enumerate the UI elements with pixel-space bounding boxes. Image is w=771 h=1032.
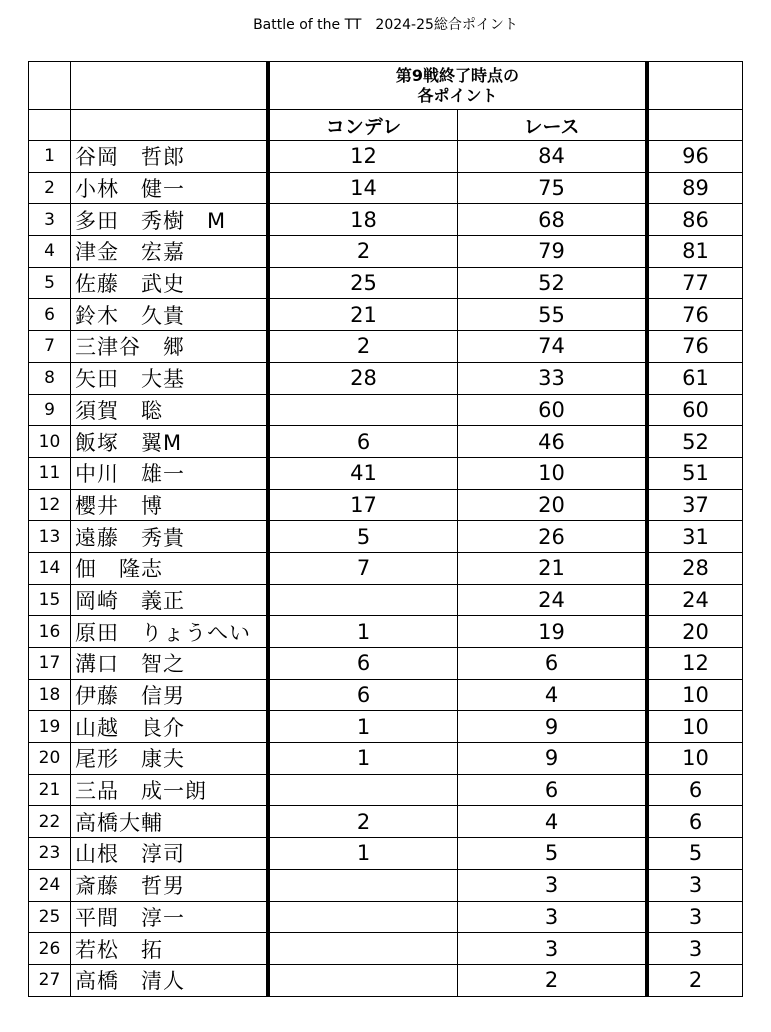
name-cell: 原田 りょうへい [71, 616, 269, 648]
rank-cell: 8 [29, 362, 71, 394]
race-points-cell: 4 [458, 679, 648, 711]
rank-cell: 18 [29, 679, 71, 711]
contest-points-cell: 1 [268, 743, 458, 775]
table-row [29, 869, 743, 901]
table-row [29, 457, 743, 489]
race-points-cell: 9 [458, 711, 648, 743]
name-cell: 平間 淳一 [71, 901, 269, 933]
table-row [29, 362, 743, 394]
rank-cell: 23 [29, 838, 71, 870]
table-row [29, 711, 743, 743]
name-cell: 津金 宏嘉 [71, 236, 269, 268]
contest-points-cell: 1 [268, 616, 458, 648]
header-total-cell [647, 62, 743, 110]
name-cell: 矢田 大基 [71, 362, 269, 394]
rank-cell: 22 [29, 806, 71, 838]
race-points-cell: 3 [458, 869, 648, 901]
table-row [29, 426, 743, 458]
name-cell: 飯塚 翼M [71, 426, 269, 458]
total-points-cell: 89 [647, 172, 743, 204]
header-row-columns [29, 110, 743, 141]
race-points-cell: 3 [458, 901, 648, 933]
rank-cell: 1 [29, 141, 71, 173]
race-points-cell: 6 [458, 648, 648, 680]
contest-points-cell: 41 [268, 457, 458, 489]
race-points-cell: 10 [458, 457, 648, 489]
name-cell: 山越 良介 [71, 711, 269, 743]
total-points-cell: 31 [647, 521, 743, 553]
table-row [29, 267, 743, 299]
total-points-cell: 3 [647, 933, 743, 965]
race-points-cell: 9 [458, 743, 648, 775]
rank-cell: 12 [29, 489, 71, 521]
rank-cell: 13 [29, 521, 71, 553]
contest-points-cell: 18 [268, 204, 458, 236]
header-contest-cell: コンデレ [268, 110, 458, 141]
name-cell: 遠藤 秀貴 [71, 521, 269, 553]
table-row [29, 806, 743, 838]
rank-cell: 2 [29, 172, 71, 204]
contest-points-cell: 2 [268, 806, 458, 838]
table-row [29, 141, 743, 173]
total-points-cell: 77 [647, 267, 743, 299]
table-row [29, 236, 743, 268]
rank-cell: 10 [29, 426, 71, 458]
name-cell: 岡崎 義正 [71, 584, 269, 616]
name-cell: 若松 拓 [71, 933, 269, 965]
contest-points-cell: 2 [268, 331, 458, 363]
table-row [29, 584, 743, 616]
total-points-cell: 10 [647, 743, 743, 775]
contest-points-cell: 6 [268, 648, 458, 680]
race-points-cell: 75 [458, 172, 648, 204]
race-points-cell: 6 [458, 774, 648, 806]
rank-cell: 27 [29, 964, 71, 996]
rank-cell: 15 [29, 584, 71, 616]
rank-cell: 24 [29, 869, 71, 901]
table-row [29, 552, 743, 584]
total-points-cell: 12 [647, 648, 743, 680]
race-points-cell: 33 [458, 362, 648, 394]
race-points-cell: 79 [458, 236, 648, 268]
name-cell: 佐藤 武史 [71, 267, 269, 299]
total-points-cell: 24 [647, 584, 743, 616]
total-points-cell: 52 [647, 426, 743, 458]
total-points-cell: 6 [647, 774, 743, 806]
total-points-cell: 10 [647, 711, 743, 743]
table-row [29, 933, 743, 965]
rank-cell: 3 [29, 204, 71, 236]
page-title: Battle of the TT 2024-25総合ポイント [253, 17, 518, 33]
table-row [29, 489, 743, 521]
header-total-cell [647, 110, 743, 141]
contest-points-cell: 12 [268, 141, 458, 173]
rank-cell: 20 [29, 743, 71, 775]
header-race-cell: レース [458, 110, 648, 141]
race-points-cell: 20 [458, 489, 648, 521]
total-points-cell: 76 [647, 331, 743, 363]
contest-points-cell [268, 901, 458, 933]
name-cell: 三津谷 郷 [71, 331, 269, 363]
table-row [29, 299, 743, 331]
name-cell: 伊藤 信男 [71, 679, 269, 711]
race-points-cell: 4 [458, 806, 648, 838]
header-group-line2: 各ポイント [417, 85, 498, 105]
table-row [29, 172, 743, 204]
name-cell: 三品 成一朗 [71, 774, 269, 806]
race-points-cell: 74 [458, 331, 648, 363]
name-cell: 小林 健一 [71, 172, 269, 204]
name-cell: 多田 秀樹 M [71, 204, 269, 236]
name-cell: 櫻井 博 [71, 489, 269, 521]
rank-cell: 25 [29, 901, 71, 933]
contest-points-cell: 28 [268, 362, 458, 394]
rank-cell: 4 [29, 236, 71, 268]
header-rank-cell [29, 62, 71, 110]
table-row [29, 679, 743, 711]
rank-cell: 19 [29, 711, 71, 743]
race-points-cell: 5 [458, 838, 648, 870]
name-cell: 鈴木 久貴 [71, 299, 269, 331]
name-cell: 溝口 智之 [71, 648, 269, 680]
header-group-line1: 第9戦終了時点の [395, 65, 520, 85]
header-name-cell [71, 110, 269, 141]
race-points-cell: 60 [458, 394, 648, 426]
table-row [29, 901, 743, 933]
contest-points-cell [268, 869, 458, 901]
name-cell: 佃 隆志 [71, 552, 269, 584]
rank-cell: 26 [29, 933, 71, 965]
total-points-cell: 61 [647, 362, 743, 394]
table-row [29, 838, 743, 870]
contest-points-cell [268, 933, 458, 965]
rank-cell: 16 [29, 616, 71, 648]
contest-points-cell [268, 774, 458, 806]
header-name-cell [71, 62, 269, 110]
contest-points-cell: 14 [268, 172, 458, 204]
contest-points-cell: 2 [268, 236, 458, 268]
contest-points-cell [268, 964, 458, 996]
table-row [29, 331, 743, 363]
table-row [29, 743, 743, 775]
race-points-cell: 46 [458, 426, 648, 458]
rank-cell: 9 [29, 394, 71, 426]
name-cell: 須賀 聡 [71, 394, 269, 426]
race-points-cell: 52 [458, 267, 648, 299]
table-row [29, 774, 743, 806]
name-cell: 谷岡 哲郎 [71, 141, 269, 173]
table-row [29, 648, 743, 680]
race-points-cell: 21 [458, 552, 648, 584]
total-points-cell: 81 [647, 236, 743, 268]
contest-points-cell: 1 [268, 711, 458, 743]
total-points-cell: 96 [647, 141, 743, 173]
contest-points-cell: 7 [268, 552, 458, 584]
name-cell: 高橋大輔 [71, 806, 269, 838]
contest-points-cell: 17 [268, 489, 458, 521]
header-rank-cell [29, 110, 71, 141]
rank-cell: 14 [29, 552, 71, 584]
contest-points-cell: 6 [268, 679, 458, 711]
contest-points-cell: 1 [268, 838, 458, 870]
total-points-cell: 5 [647, 838, 743, 870]
total-points-cell: 28 [647, 552, 743, 584]
total-points-cell: 76 [647, 299, 743, 331]
name-cell: 尾形 康夫 [71, 743, 269, 775]
race-points-cell: 26 [458, 521, 648, 553]
total-points-cell: 2 [647, 964, 743, 996]
total-points-cell: 10 [647, 679, 743, 711]
total-points-cell: 60 [647, 394, 743, 426]
name-cell: 高橋 清人 [71, 964, 269, 996]
race-points-cell: 24 [458, 584, 648, 616]
contest-points-cell [268, 394, 458, 426]
total-points-cell: 20 [647, 616, 743, 648]
table-row [29, 204, 743, 236]
contest-points-cell: 21 [268, 299, 458, 331]
total-points-cell: 3 [647, 869, 743, 901]
rank-cell: 6 [29, 299, 71, 331]
rank-cell: 21 [29, 774, 71, 806]
total-points-cell: 86 [647, 204, 743, 236]
rank-cell: 7 [29, 331, 71, 363]
header-row-group [29, 62, 743, 110]
contest-points-cell [268, 584, 458, 616]
race-points-cell: 68 [458, 204, 648, 236]
race-points-cell: 2 [458, 964, 648, 996]
name-cell: 山根 淳司 [71, 838, 269, 870]
table-row [29, 521, 743, 553]
header-group-cell [268, 62, 647, 110]
contest-points-cell: 6 [268, 426, 458, 458]
contest-points-cell: 5 [268, 521, 458, 553]
table-row [29, 616, 743, 648]
table-row [29, 964, 743, 996]
rank-cell: 17 [29, 648, 71, 680]
total-points-cell: 6 [647, 806, 743, 838]
total-points-cell: 37 [647, 489, 743, 521]
name-cell: 中川 雄一 [71, 457, 269, 489]
rank-cell: 11 [29, 457, 71, 489]
race-points-cell: 55 [458, 299, 648, 331]
race-points-cell: 3 [458, 933, 648, 965]
name-cell: 斎藤 哲男 [71, 869, 269, 901]
rank-cell: 5 [29, 267, 71, 299]
race-points-cell: 19 [458, 616, 648, 648]
race-points-cell: 84 [458, 141, 648, 173]
total-points-cell: 51 [647, 457, 743, 489]
total-points-cell: 3 [647, 901, 743, 933]
contest-points-cell: 25 [268, 267, 458, 299]
standings-table [28, 61, 743, 997]
table-row [29, 394, 743, 426]
